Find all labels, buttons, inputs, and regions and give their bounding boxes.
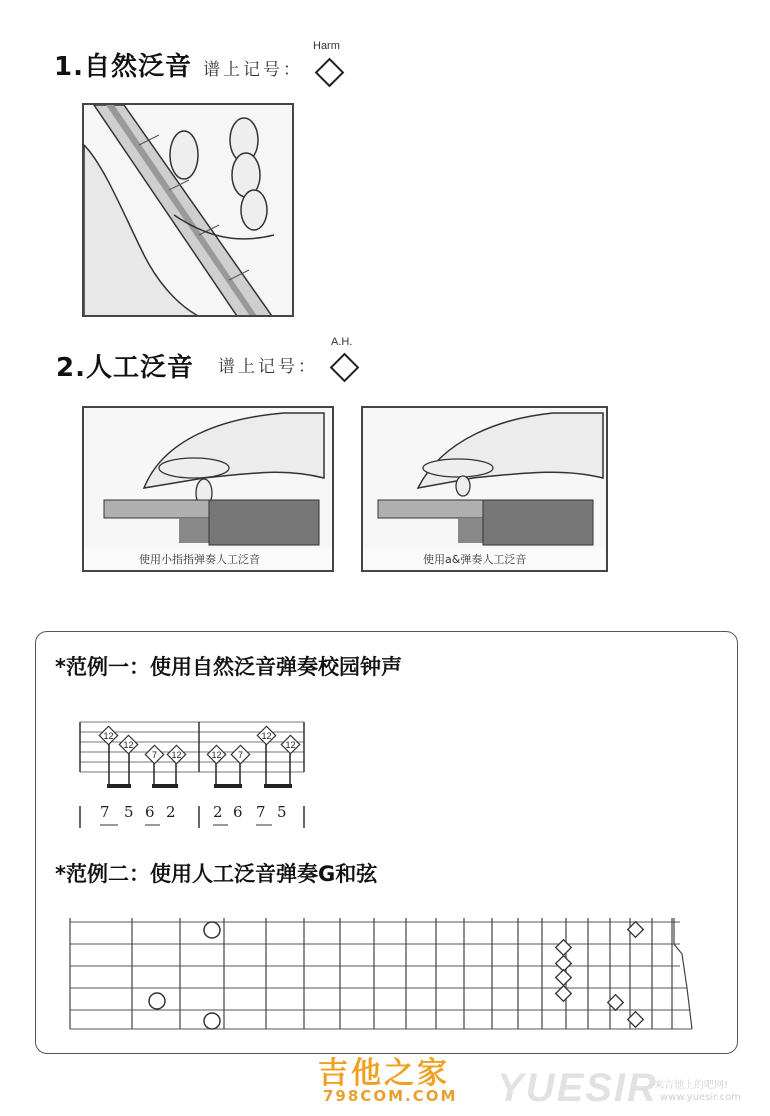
watermark-site-num: 798COM.COM xyxy=(323,1087,458,1105)
note-digit: 7 xyxy=(256,803,266,821)
tab-mark: 12 xyxy=(103,731,114,741)
example1-title: *范例一：使用自然泛音弹奏校园钟声 xyxy=(55,655,402,679)
note-digit: 5 xyxy=(277,803,287,821)
example2-title: *范例二：使用人工泛音弹奏G和弦 xyxy=(55,862,378,886)
note-digit: 7 xyxy=(100,803,110,821)
pinky-hand-illustration xyxy=(84,408,334,548)
fretboard-dot xyxy=(204,1013,220,1029)
note-digit: 5 xyxy=(124,803,134,821)
tab-mark: 12 xyxy=(261,731,272,741)
section1-title: 1.自然泛音 xyxy=(54,52,192,82)
example2-fretboard xyxy=(62,914,702,1034)
tab-mark: 12 xyxy=(211,750,222,760)
watermark-url: www.yuesir.com xyxy=(660,1092,741,1103)
tab-mark: 12 xyxy=(285,740,296,750)
tab-mark: 7 xyxy=(151,750,158,760)
harmonic-diamond-icon xyxy=(315,58,345,88)
note-digit: 2 xyxy=(213,803,223,821)
tab-mark: 7 xyxy=(237,750,244,760)
note-digit: 2 xyxy=(166,803,176,821)
index-hand-illustration xyxy=(363,408,608,548)
watermark-brand: YUESIR xyxy=(497,1066,658,1110)
section1-notation-label: 谱上记号： xyxy=(203,60,303,80)
fretboard-dot xyxy=(204,922,220,938)
hand-on-neck-illustration xyxy=(84,105,294,317)
watermark-tagline: 来吉他上的吧网! xyxy=(654,1080,729,1091)
note-digit: 6 xyxy=(233,803,243,821)
note-digit: 6 xyxy=(145,803,155,821)
tab-mark: 12 xyxy=(123,740,134,750)
harm-label: Harm xyxy=(313,40,340,52)
digit-underlines xyxy=(100,823,300,829)
left-photo-caption: 使用小指指弹奏人工泛音 xyxy=(139,553,260,566)
section2-notation-label: 谱上记号： xyxy=(218,357,318,377)
tab-mark: 12 xyxy=(171,750,182,760)
right-photo-caption: 使用a&弹奏人工泛音 xyxy=(423,553,527,566)
natural-harmonic-photo xyxy=(82,103,294,317)
watermark-site-cn: 吉他之家 xyxy=(318,1056,450,1091)
index-harmonic-photo xyxy=(361,406,608,572)
fretboard-dot xyxy=(149,993,165,1009)
example1-tab xyxy=(76,716,308,834)
pinky-harmonic-photo xyxy=(82,406,334,572)
ah-label: A.H. xyxy=(331,336,353,348)
section2-title: 2.人工泛音 xyxy=(56,353,194,383)
artificial-harmonic-diamond-icon xyxy=(330,353,360,383)
